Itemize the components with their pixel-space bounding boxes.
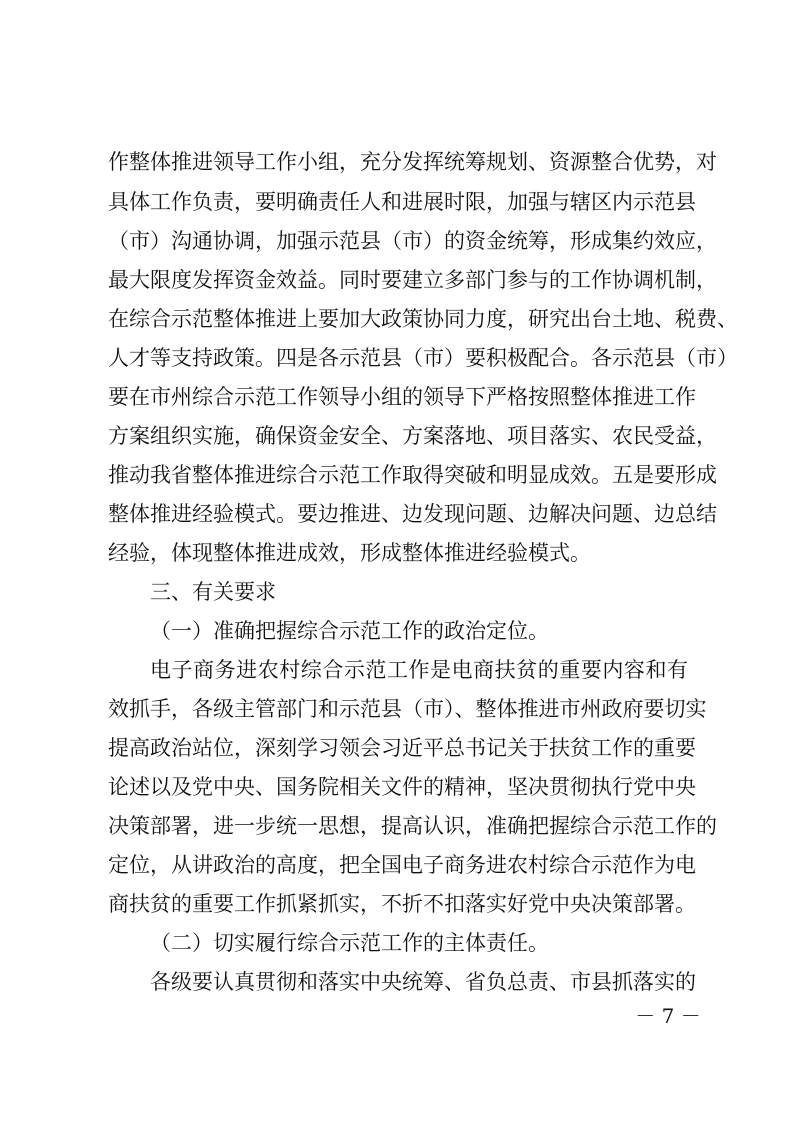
paragraph-line: 经验，体现整体推进成效，形成整体推进经验模式。: [108, 541, 591, 565]
paragraph-line: 在综合示范整体推进上要加大政策协同力度，研究出台土地、税费、: [108, 307, 738, 331]
paragraph-line: 各级要认真贯彻和落实中央统筹、省负总责、市县抓落实的: [150, 970, 696, 994]
paragraph-line: 人才等支持政策。四是各示范县（市）要积极配合。各示范县（市）: [108, 346, 738, 370]
subsection-heading: （一）准确把握综合示范工作的政治定位。: [150, 619, 549, 643]
paragraph-line: 方案组织实施，确保资金安全、方案落地、项目落实、农民受益，: [108, 424, 717, 448]
paragraph-line: 整体推进经验模式。要边推进、边发现问题、边解决问题、边总结: [108, 502, 717, 526]
paragraph-line: 具体工作负责，要明确责任人和进展时限，加强与辖区内示范县: [108, 190, 696, 214]
paragraph-line: 论述以及党中央、国务院相关文件的精神，坚决贯彻执行党中央: [108, 775, 696, 799]
section-heading: 三、有关要求: [150, 580, 276, 604]
page-number: － 7 －: [635, 1004, 701, 1028]
subsection-heading: （二）切实履行综合示范工作的主体责任。: [150, 931, 549, 955]
paragraph-line: 要在市州综合示范工作领导小组的领导下严格按照整体推进工作: [108, 385, 696, 409]
paragraph-line: 决策部署，进一步统一思想，提高认识，准确把握综合示范工作的: [108, 814, 717, 838]
paragraph-line: 提高政治站位，深刻学习领会习近平总书记关于扶贫工作的重要: [108, 736, 696, 760]
paragraph-line: 最大限度发挥资金效益。同时要建立多部门参与的工作协调机制，: [108, 268, 717, 292]
paragraph-line: 作整体推进领导工作小组，充分发挥统筹规划、资源整合优势，对: [108, 150, 717, 174]
paragraph-line: 商扶贫的重要工作抓紧抓实，不折不扣落实好党中央决策部署。: [108, 892, 696, 916]
paragraph-line: 电子商务进农村综合示范工作是电商扶贫的重要内容和有: [150, 658, 688, 682]
paragraph-line: （市）沟通协调，加强示范县（市）的资金统筹，形成集约效应，: [108, 229, 717, 253]
paragraph-line: 推动我省整体推进综合示范工作取得突破和明显成效。五是要形成: [108, 463, 717, 487]
paragraph-line: 定位，从讲政治的高度，把全国电子商务进农村综合示范作为电: [108, 853, 696, 877]
paragraph-line: 效抓手，各级主管部门和示范县（市）、整体推进市州政府要切实: [108, 697, 707, 721]
